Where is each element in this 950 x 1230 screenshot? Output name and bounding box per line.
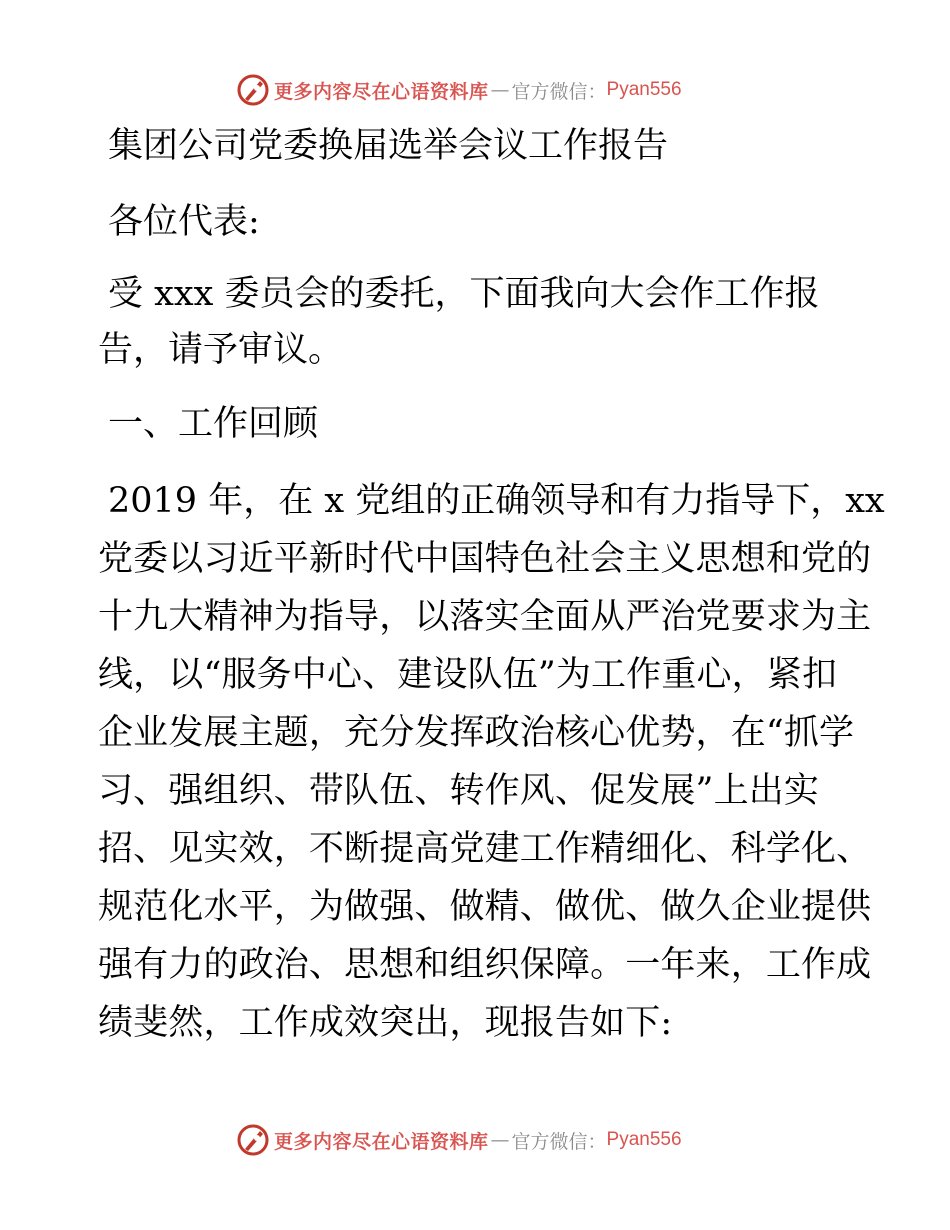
paragraph-line: 习、强组织、带队伍、转作风、促发展”上出实	[98, 771, 820, 811]
footer-watermark	[236, 1122, 682, 1158]
intro-line-1: 受 xxx 委员会的委托，下面我向大会作工作报	[108, 274, 820, 314]
paragraph-line: 规范化水平，为做强、做精、做优、做久企业提供	[98, 887, 872, 927]
paragraph-line: 绩斐然，工作成效突出，现报告如下:	[98, 1003, 673, 1043]
paragraph-line: 强有力的政治、思想和组织保障。一年来，工作成	[98, 945, 872, 985]
watermark-dash: —	[490, 79, 510, 101]
salutation: 各位代表:	[108, 202, 260, 242]
watermark-text: 更多内容尽在心语资料库	[274, 80, 489, 103]
paragraph-line: 2019 年，在 x 党组的正确领导和有力指导下，xx	[108, 481, 885, 521]
paragraph-line: 线，以“服务中心、建设队伍”为工作重心，紧扣	[98, 655, 838, 695]
paragraph-line: 十九大精神为指导，以落实全面从严治党要求为主	[98, 597, 872, 637]
quill-logo-icon	[236, 73, 270, 107]
watermark-text: 更多内容尽在心语资料库	[274, 1130, 489, 1153]
paragraph-line: 企业发展主题，充分发挥政治核心优势，在“抓学	[98, 713, 855, 753]
watermark-wechat-label: 官方微信：	[511, 1130, 607, 1153]
paragraph-line: 招、见实效，不断提高党建工作精细化、科学化、	[98, 829, 872, 869]
watermark-wechat-id: Pyan556	[606, 1129, 682, 1150]
section-heading: 一、工作回顾	[108, 404, 319, 444]
watermark-dash: —	[490, 1129, 510, 1151]
header-watermark	[236, 72, 682, 108]
paragraph-line: 党委以习近平新时代中国特色社会主义思想和党的	[98, 539, 872, 579]
intro-line-2: 告，请予审议。	[98, 330, 344, 370]
watermark-wechat-id: Pyan556	[606, 79, 682, 100]
quill-logo-icon	[236, 1123, 270, 1157]
document-title: 集团公司党委换届选举会议工作报告	[108, 126, 669, 166]
watermark-wechat-label: 官方微信：	[511, 80, 607, 103]
